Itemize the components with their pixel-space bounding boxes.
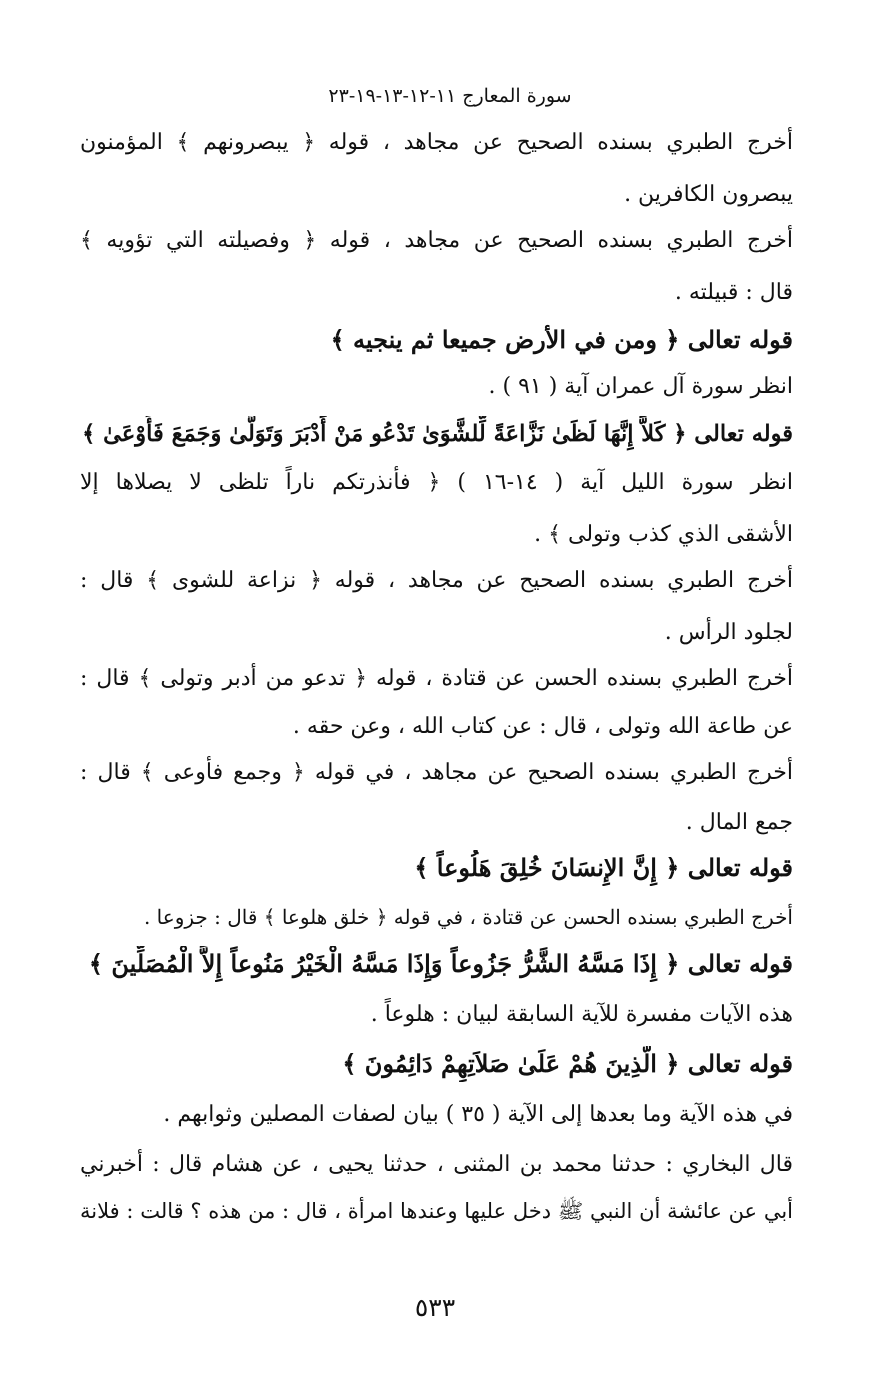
text-line: أخرج الطبري بسنده الحسن عن قتادة ، قوله ﴿ تدعو من أدبر وتولى ﴾ قال : bbox=[80, 666, 793, 691]
text-line: في هذه الآية وما بعدها إلى الآية ( ٣٥ ) بيان لصفات المصلين وثوابهم . bbox=[163, 1102, 793, 1127]
verse-heading: قوله تعالى ﴿ إِنَّ الإِنسَانَ خُلِقَ هَلُوعاً ﴾ bbox=[414, 853, 793, 882]
text-line: قال البخاري : حدثنا محمد بن المثنى ، حدثنا يحيى ، عن هشام قال : أخبرني bbox=[80, 1152, 793, 1177]
text-line: هذه الآيات مفسرة للآية السابقة لبيان : هلوعاً . bbox=[370, 1002, 793, 1027]
text-line: أبي عن عائشة أن النبي ﷺ دخل عليها وعندها امرأة ، قال : من هذه ؟ قالت : فلانة bbox=[80, 1199, 793, 1223]
text-line: أخرج الطبري بسنده الصحيح عن مجاهد ، قوله ﴿ وفصيلته التي تؤويه ﴾ bbox=[80, 228, 793, 253]
text-line: جمع المال . bbox=[685, 810, 793, 835]
text-line: انظر سورة آل عمران آية ( ٩١ ) . bbox=[488, 374, 793, 399]
text-line: أخرج الطبري بسنده الصحيح عن مجاهد ، في قوله ﴿ وجمع فأوعى ﴾ قال : bbox=[80, 760, 793, 785]
text-line: أخرج الطبري بسنده الحسن عن قتادة ، في قوله ﴿ خلق هلوعا ﴾ قال : جزوعا . bbox=[143, 905, 793, 929]
running-header: سورة المعارج ١١-١٢-١٣-١٩-٢٣ bbox=[328, 85, 572, 107]
verse-heading: قوله تعالى ﴿ إِذَا مَسَّهُ الشَّرُّ جَزُوعاً وَإِذَا مَسَّهُ الْخَيْرُ مَنُوعاً إِلاَّ الْمُصَلِّينَ ﴾ bbox=[88, 949, 793, 978]
text-line: لجلود الرأس . bbox=[664, 620, 793, 645]
verse-heading: قوله تعالى ﴿ ومن في الأرض جميعا ثم ينجيه ﴾ bbox=[330, 325, 793, 354]
text-line: أخرج الطبري بسنده الصحيح عن مجاهد ، قوله ﴿ نزاعة للشوى ﴾ قال : bbox=[80, 568, 793, 593]
verse-heading: قوله تعالى ﴿ كَلاَّ إِنَّهَا لَظَىٰ نَزَّاعَةً لِّلشَّوَىٰ تَدْعُو مَنْ أَدْبَرَ وَتَوَلَّىٰ وَجَمَعَ فَأَوْعَىٰ ﴾ bbox=[82, 421, 793, 447]
text-line: عن طاعة الله وتولى ، قال : عن كتاب الله ، وعن حقه . bbox=[292, 714, 793, 739]
text-line: الأشقى الذي كذب وتولى ﴾ . bbox=[534, 522, 793, 547]
text-line: قال : قبيلته . bbox=[674, 280, 793, 305]
text-line: أخرج الطبري بسنده الصحيح عن مجاهد ، قوله ﴿ يبصرونهم ﴾ المؤمنون bbox=[80, 130, 793, 155]
text-line: انظر سورة الليل آية ( ١٤-١٦ ) ﴿ فأنذرتكم ناراً تلظى لا يصلاها إلا bbox=[80, 470, 793, 495]
text-line: يبصرون الكافرين . bbox=[624, 182, 793, 207]
page-number: ٥٣٣ bbox=[414, 1293, 456, 1322]
verse-heading: قوله تعالى ﴿ الَّذِينَ هُمْ عَلَىٰ صَلاَتِهِمْ دَائِمُونَ ﴾ bbox=[342, 1049, 793, 1078]
